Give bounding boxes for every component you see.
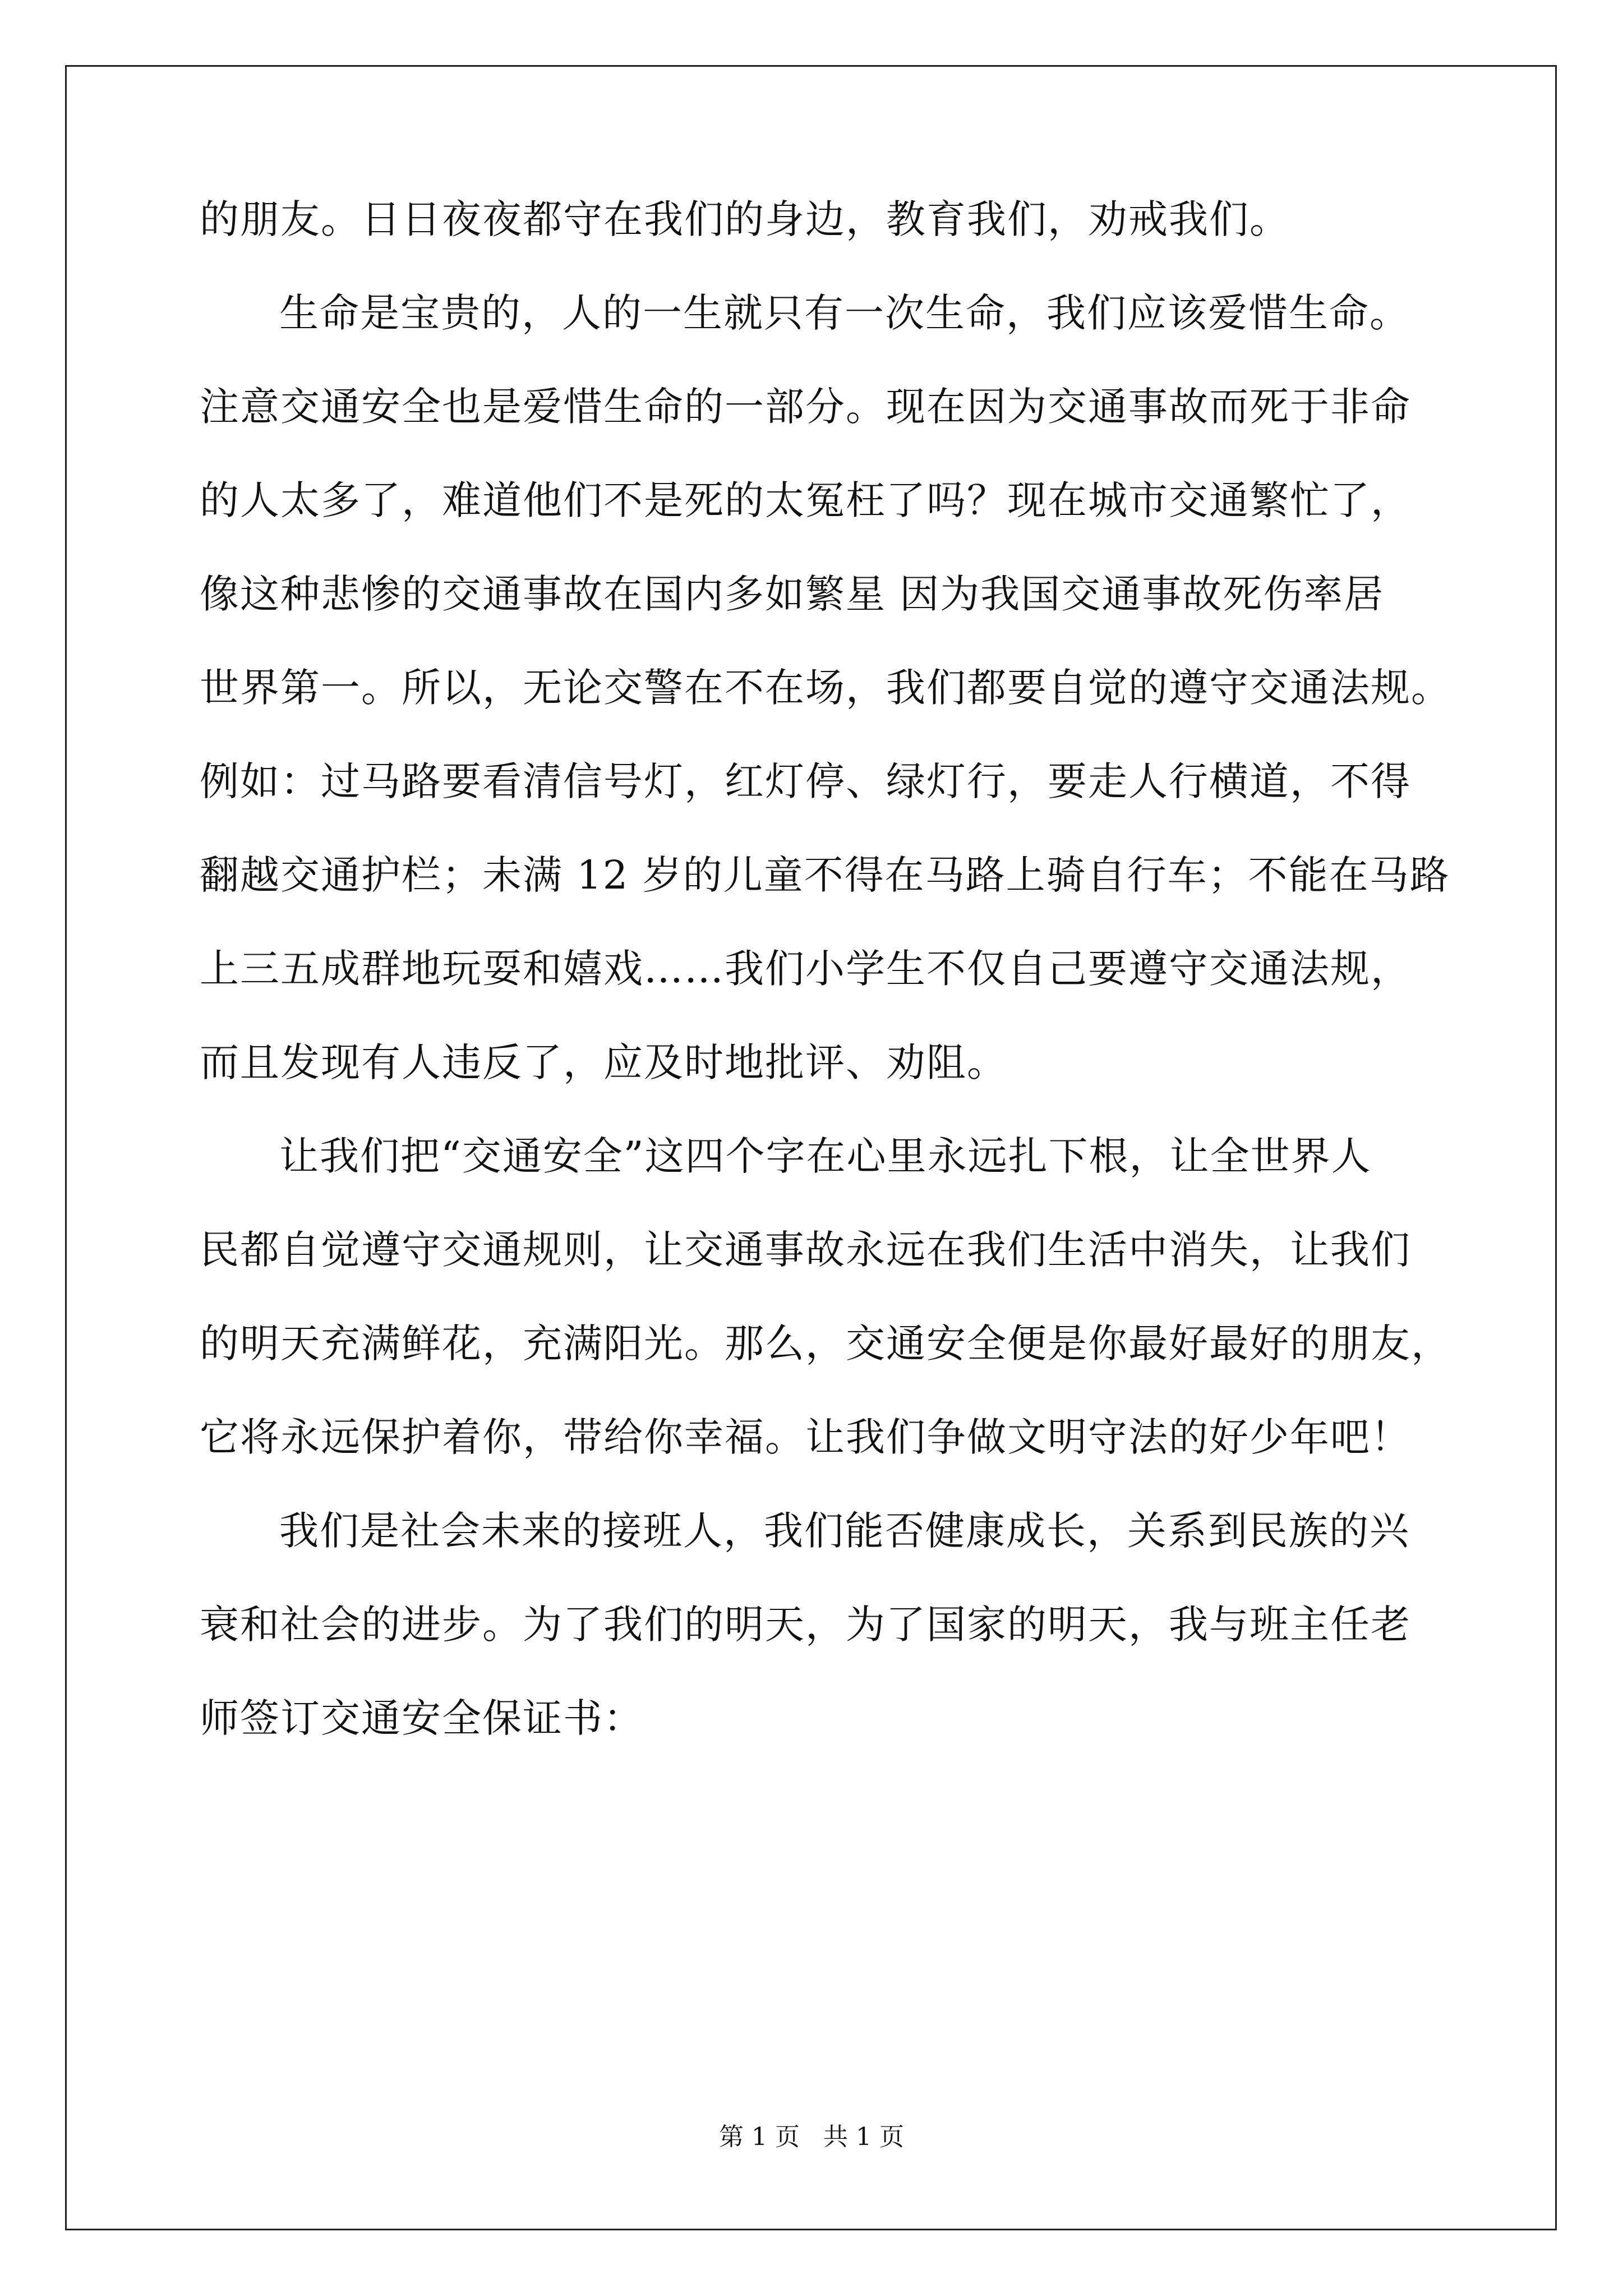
text-line: 而且发现有人违反了，应及时地批评、劝阻。 xyxy=(200,1039,1007,1085)
text-line: 它将永远保护着你，带给你幸福。让我们争做文明守法的好少年吧！ xyxy=(200,1414,1411,1460)
text-line: 注意交通安全也是爱惜生命的一部分。现在因为交通事故而死于非命 xyxy=(200,384,1411,430)
page-number-footer: 第 1 页 共 1 页 xyxy=(719,2123,904,2151)
text-line: 的明天充满鲜花，充满阳光。那么，交通安全便是你最好最好的朋友， xyxy=(200,1320,1451,1366)
paragraph-first-line: 我们是社会未来的接班人，我们能否健康成长，关系到民族的兴 xyxy=(279,1508,1410,1554)
text-line: 的朋友。日日夜夜都守在我们的身边，教育我们，劝戒我们。 xyxy=(200,196,1290,242)
text-line: 例如：过马路要看清信号灯，红灯停、绿灯行，要走人行横道，不得 xyxy=(200,758,1411,804)
text-line: 上三五成群地玩耍和嬉戏……我们小学生不仅自己要遵守交通法规， xyxy=(200,946,1411,992)
text-line: 像这种悲惨的交通事故在国内多如繁星 因为我国交通事故死伤率居 xyxy=(200,571,1385,617)
text-line: 师签订交通安全保证书： xyxy=(200,1695,644,1741)
text-line: 翻越交通护栏；未满 12 岁的儿童不得在马路上骑自行车；不能在马路 xyxy=(200,852,1450,898)
paragraph-first-line: 生命是宝贵的，人的一生就只有一次生命，我们应该爱惜生命。 xyxy=(279,290,1410,336)
paragraph-first-line: 让我们把“交通安全”这四个字在心里永远扎下根，让全世界人 xyxy=(279,1133,1372,1179)
text-line: 的人太多了，难道他们不是死的太冤枉了吗？现在城市交通繁忙了， xyxy=(200,477,1411,523)
text-line: 衰和社会的进步。为了我们的明天，为了国家的明天，我与班主任老 xyxy=(200,1602,1411,1648)
text-line: 民都自觉遵守交通规则，让交通事故永远在我们生活中消失，让我们 xyxy=(200,1227,1411,1273)
text-line: 世界第一。所以，无论交警在不在场，我们都要自觉的遵守交通法规。 xyxy=(200,665,1451,711)
